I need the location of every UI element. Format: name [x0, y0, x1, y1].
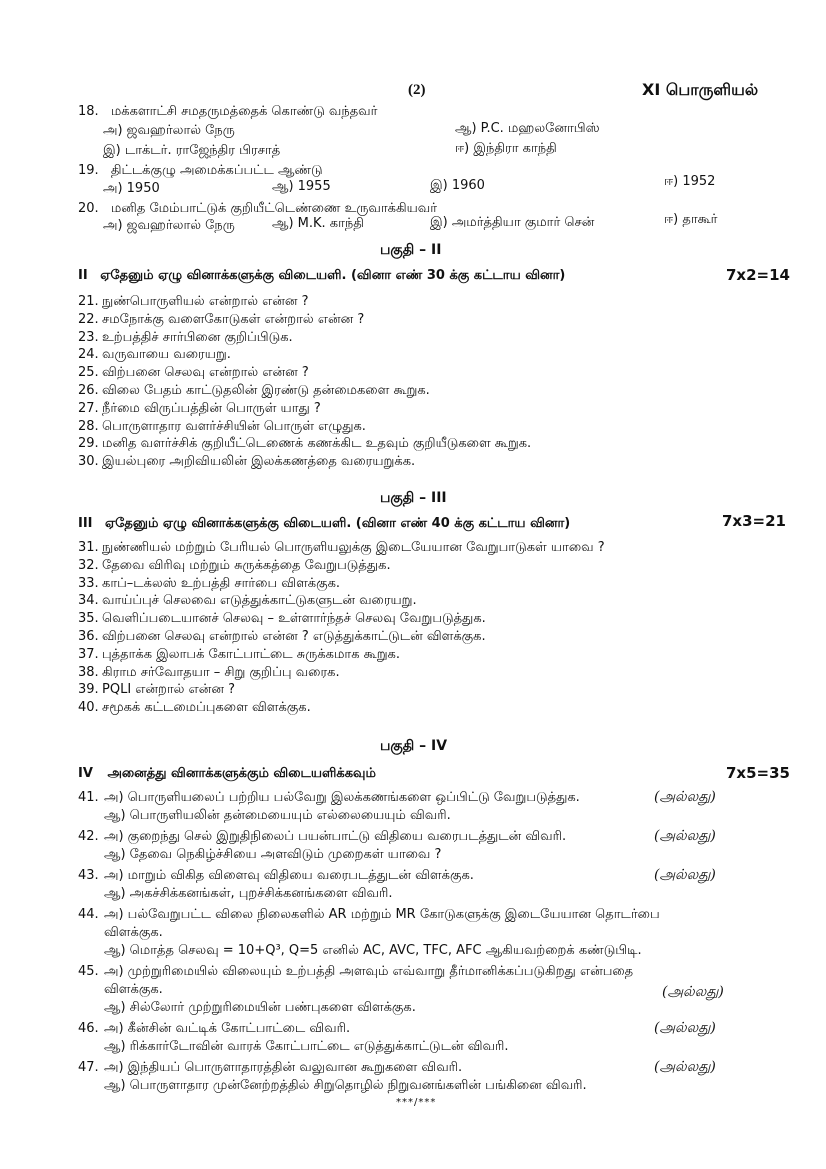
question-item [78, 907, 660, 923]
question-number: 26. [78, 383, 99, 398]
question-text: இயல்புரை அறிவியலின் இலக்கணத்தை வரையறுக்க. [102, 454, 416, 470]
question-number: 47. [78, 1060, 99, 1075]
option-a-text: அ) மாறும் விகித விளைவு விதியை வரைபடத்துடன் விளக்குக. [104, 868, 474, 883]
option-b-text: ஆ) பொருளியலின் தன்மையையும் எல்லையையும் விவரி. [104, 808, 451, 823]
question-number: 25. [78, 365, 99, 381]
question-number: 39. [78, 682, 99, 698]
question-number: 41. [78, 790, 99, 805]
question-number: 36. [78, 629, 99, 644]
question-number: 34. [78, 593, 99, 609]
question-18 [78, 104, 377, 120]
question-text: நுண்பொருளியல் என்றால் என்ன ? [102, 294, 309, 309]
question-item [78, 365, 309, 381]
question-text: விற்பனை செலவு என்றால் என்ன ? எடுத்துக்காட்டுடன் விளக்குக. [102, 629, 486, 644]
question-number: 42. [78, 829, 99, 844]
question-item [78, 312, 364, 328]
or-label: (அல்லது) [654, 828, 716, 844]
option-c: இ) அமர்த்தியா குமார் சென் [430, 215, 595, 230]
option-d: ஈ) தாகூர் [664, 212, 718, 227]
option-a-text: அ) பல்வேறுபட்ட விலை நிலைகளில் AR மற்றும் MR கோடுகளுக்கு இடையேயான தொடர்பை [104, 907, 660, 922]
question-19 [78, 163, 323, 179]
or-label: (அல்லது) [654, 1059, 716, 1075]
question-number: 19. [78, 163, 99, 178]
option-b-text: ஆ) தேவை நெகிழ்ச்சியை அளவிடும் முறைகள் யாவை ? [104, 847, 442, 862]
subject-title: XI பொருளியல் [642, 80, 759, 99]
question-text: வருவாயை வரையறு. [102, 347, 231, 363]
option-a-text: அ) கீன்சின் வட்டிக் கோட்பாட்டை விவரி. [104, 1021, 351, 1036]
option-b: ஆ) 1955 [272, 179, 331, 194]
question-text: வெளிப்படையானச் செலவு – உள்ளார்ந்தச் செலவு வேறுபடுத்துக. [102, 611, 486, 627]
section-heading: பகுதி – IV [380, 738, 448, 754]
question-item [78, 593, 417, 609]
question-text: மனித மேம்பாட்டுக் குறியீட்டெண்ணை உருவாக்கியவர் [110, 201, 438, 216]
question-item [78, 347, 231, 363]
question-number: 29. [78, 436, 99, 452]
option-c: இ) டாக்டர். ராஜேந்திர பிரசாத் [103, 143, 281, 158]
question-item [78, 964, 633, 980]
option-b-text: ஆ) அகச்சிக்கனங்கள், புறச்சிக்கனங்களை விவரி. [104, 886, 393, 901]
question-number: 22. [78, 311, 99, 327]
option-b-text: ஆ) மொத்த செலவு = 10+Q³, Q=5 எனில் AC, AVC, TFC, AFC ஆகியவற்றைக் கண்டுபிடி. [104, 943, 642, 958]
section-heading: பகுதி – III [380, 490, 447, 506]
or-label: (அல்லது) [654, 1020, 716, 1036]
question-text: சமூகக் கட்டமைப்புகளை விளக்குக. [102, 700, 311, 716]
option-a-continuation: விளக்குக. [104, 982, 163, 997]
question-number: 32. [78, 557, 99, 573]
question-number: 44. [78, 907, 99, 922]
option-b-text: ஆ) சில்லோர் முற்றுரிமையின் பண்புகளை விளக்குக. [104, 1000, 416, 1015]
continuation-mark: ***/*** [396, 1097, 437, 1108]
question-item [78, 294, 309, 310]
question-text: விலை பேதம் காட்டுதலின் இரண்டு தன்மைகளை கூறுக. [102, 383, 430, 398]
section-marks: 7x2=14 [726, 266, 790, 284]
option-a-text: அ) முற்றுரிமையில் விலையும் உற்பத்தி அளவும் எவ்வாறு தீர்மானிக்கப்படுகிறது என்பதை [104, 964, 634, 979]
option-c: இ) 1960 [430, 178, 485, 193]
or-label: (அல்லது) [654, 789, 716, 805]
question-number: 43. [78, 868, 99, 883]
question-text: புத்தாக்க இலாபக் கோட்பாட்டை சுருக்கமாக கூறுக. [102, 646, 401, 662]
question-item [78, 1021, 350, 1037]
option-a-continuation: விளக்குக. [104, 925, 163, 940]
question-number: 35. [78, 611, 99, 627]
option-a: அ) ஜவஹர்லால் நேரு [103, 123, 235, 138]
question-number: 20. [78, 201, 99, 216]
question-item [78, 436, 531, 452]
question-text: நுண்ணியல் மற்றும் பேரியல் பொருளியலுக்கு இடையேயான வேறுபாடுகள் யாவை ? [102, 540, 605, 555]
question-item [78, 401, 321, 417]
question-number: 37. [78, 646, 99, 662]
option-a-text: அ) பொருளியலைப் பற்றிய பல்வேறு இலக்கணங்களை ஒப்பிட்டு வேறுபடுத்துக. [104, 790, 580, 805]
question-text: விற்பனை செலவு என்றால் என்ன ? [102, 365, 309, 381]
option-a: அ) ஜவஹர்லால் நேரு [103, 218, 235, 233]
instruction-text: ஏதேனும் ஏழு வினாக்களுக்கு விடையளி. (வினா எண் 40 க்கு கட்டாய வினா) [105, 516, 571, 531]
question-text: நீர்மை விருப்பத்தின் பொருள் யாது ? [102, 400, 321, 416]
question-20 [78, 201, 437, 217]
section-roman: II [78, 268, 88, 283]
option-b: ஆ) P.C. மஹலனோபிஸ் [455, 121, 600, 136]
question-item [78, 647, 400, 663]
question-item [78, 700, 311, 716]
section-roman: IV [78, 766, 93, 781]
question-item [78, 540, 605, 556]
section-marks: 7x5=35 [726, 764, 790, 782]
question-text: கிராம சர்வோதயா – சிறு குறிப்பு வரைக. [102, 664, 340, 680]
question-item [78, 558, 391, 574]
section-instruction [78, 268, 565, 284]
section-instruction [78, 766, 376, 782]
question-item [78, 611, 486, 627]
option-a-text: அ) இந்தியப் பொருளாதாரத்தின் வலுவான கூறுகளை விவரி. [104, 1060, 463, 1075]
question-number: 21. [78, 294, 99, 309]
page-number: (2) [408, 82, 426, 98]
question-item [78, 383, 430, 399]
question-text: காப்–டக்லஸ் உற்பத்தி சார்பை விளக்குக. [102, 575, 341, 591]
question-item [78, 790, 580, 806]
question-number: 24. [78, 347, 99, 363]
question-text: திட்டக்குழு அமைக்கப்பட்ட ஆண்டு [110, 163, 323, 178]
or-label: (அல்லது) [654, 867, 716, 883]
section-roman: III [78, 516, 93, 531]
question-item [78, 829, 566, 845]
option-a: அ) 1950 [103, 181, 160, 196]
option-d: ஈ) 1952 [664, 174, 716, 189]
section-instruction [78, 516, 570, 532]
option-b: ஆ) M.K. காந்தி [272, 216, 364, 231]
question-number: 27. [78, 400, 99, 416]
question-number: 46. [78, 1021, 99, 1036]
question-number: 23. [78, 329, 99, 345]
option-b-text: ஆ) ரிக்கார்டோவின் வாரக் கோட்பாட்டை எடுத்துக்காட்டுடன் விவரி. [104, 1039, 509, 1054]
question-text: சமநோக்கு வளைகோடுகள் என்றால் என்ன ? [102, 311, 365, 327]
question-item [78, 1060, 462, 1076]
instruction-text: ஏதேனும் ஏழு வினாக்களுக்கு விடையளி. (வினா எண் 30 க்கு கட்டாய வினா) [100, 268, 566, 283]
question-number: 33. [78, 575, 99, 591]
question-text: மக்களாட்சி சமதருமத்தைக் கொண்டு வந்தவர் [110, 104, 378, 119]
question-text: உற்பத்திச் சார்பினை குறிப்பிடுக. [102, 329, 293, 345]
question-number: 30. [78, 454, 99, 470]
question-text: PQLI என்றால் என்ன ? [102, 682, 235, 698]
question-number: 18. [78, 104, 99, 119]
question-number: 38. [78, 664, 99, 680]
question-item [78, 868, 474, 884]
question-item [78, 330, 293, 346]
question-number: 28. [78, 418, 99, 434]
question-item [78, 454, 415, 470]
question-number: 40. [78, 700, 99, 716]
or-label: (அல்லது) [662, 984, 724, 1000]
question-item [78, 576, 340, 592]
question-text: பொருளாதார வளர்ச்சியின் பொருள் எழுதுக. [102, 418, 366, 434]
question-item [78, 419, 366, 435]
question-text: வாய்ப்புச் செலவை எடுத்துக்காட்டுகளுடன் வரையறு. [102, 593, 417, 609]
option-b-text: ஆ) பொருளாதார முன்னேற்றத்தில் சிறுதொழில் நிறுவனங்களின் பங்கினை விவரி. [104, 1078, 587, 1093]
question-item [78, 665, 340, 681]
question-text: மனித வளர்ச்சிக் குறியீட்டெணைக் கணக்கிட உதவும் குறியீடுகளை கூறுக. [102, 436, 532, 452]
question-item [78, 682, 235, 698]
question-item [78, 629, 486, 645]
question-text: தேவை விரிவு மற்றும் சுருக்கத்தை வேறுபடுத்துக. [102, 557, 391, 573]
instruction-text: அனைத்து வினாக்களுக்கும் விடையளிக்கவும் [107, 766, 376, 781]
section-heading: பகுதி – II [380, 242, 442, 258]
option-d: ஈ) இந்திரா காந்தி [455, 141, 557, 156]
question-number: 31. [78, 540, 99, 555]
section-marks: 7x3=21 [722, 512, 786, 530]
option-a-text: அ) குறைந்து செல் இறுதிநிலைப் பயன்பாட்டு விதியை வரைபடத்துடன் விவரி. [104, 829, 567, 844]
question-number: 45. [78, 964, 99, 979]
